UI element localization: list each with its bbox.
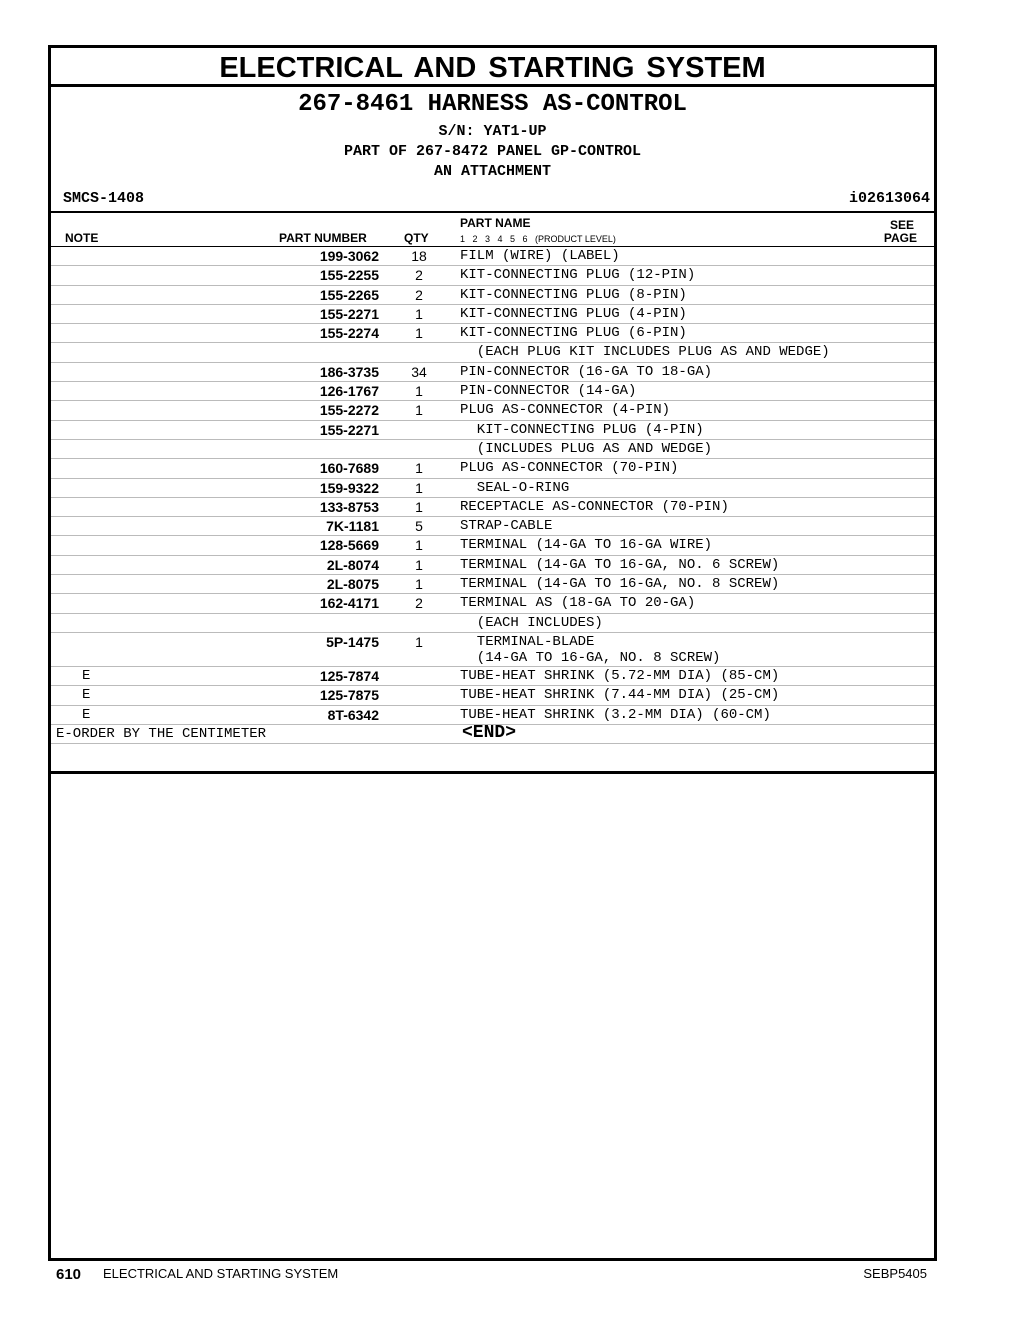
col-header-note: NOTE — [65, 231, 99, 245]
table-row — [51, 247, 934, 266]
row-part-name: (INCLUDES PLUG AS AND WEDGE) — [460, 440, 713, 457]
row-part-name: RECEPTACLE AS-CONNECTOR (70-PIN) — [460, 498, 729, 515]
row-part-number: 2L-8075 — [326, 576, 379, 593]
page-number: 610 — [56, 1266, 82, 1283]
row-note: E — [82, 706, 91, 723]
content-end-divider — [51, 771, 934, 774]
footer-section-title: ELECTRICAL AND STARTING SYSTEM — [103, 1266, 339, 1281]
row-part-name: FILM (WIRE) (LABEL) — [460, 248, 620, 264]
table-row — [51, 363, 934, 382]
row-part-name: TERMINAL (14-GA TO 16-GA, NO. 6 SCREW) — [460, 556, 780, 573]
row-qty: 5 — [415, 518, 423, 535]
row-part-name: PIN-CONNECTOR (14-GA) — [460, 383, 637, 400]
table-row — [51, 343, 934, 362]
col-header-part-name: PART NAME — [460, 216, 531, 230]
row-part-name: PLUG AS-CONNECTOR (70-PIN) — [460, 460, 679, 477]
row-part-number: 155-2271 — [319, 421, 379, 438]
parts-list — [51, 247, 934, 744]
row-part-number: 126-1767 — [319, 383, 379, 400]
row-part-name: (EACH PLUG KIT INCLUDES PLUG AS AND WEDGE) — [460, 344, 830, 361]
row-part-name: TERMINAL AS (18-GA TO 20-GA) — [460, 595, 696, 612]
row-qty: 1 — [415, 479, 423, 496]
row-part-number: 7K-1181 — [326, 518, 379, 535]
row-qty: 1 — [415, 325, 423, 342]
illustration-id: i02613064 — [848, 190, 930, 207]
col-header-page: PAGE — [883, 231, 917, 245]
table-row — [51, 517, 934, 536]
table-row — [51, 498, 934, 517]
table-row — [51, 479, 934, 498]
table-row — [51, 459, 934, 478]
table-row — [51, 594, 934, 613]
row-qty: 34 — [411, 363, 427, 380]
table-row — [51, 382, 934, 401]
attachment-line: AN ATTACHMENT — [433, 163, 552, 180]
row-part-number: 155-2271 — [319, 305, 379, 322]
table-row — [51, 706, 934, 725]
row-part-number: 128-5669 — [319, 537, 379, 554]
smcs-code: SMCS-1408 — [63, 190, 145, 207]
table-row — [51, 686, 934, 705]
row-qty: 1 — [415, 305, 423, 322]
table-row — [51, 401, 934, 420]
row-part-number: 155-2255 — [319, 267, 379, 284]
row-part-number: 125-7875 — [319, 687, 379, 704]
row-part-number: 159-9322 — [319, 479, 379, 496]
end-marker: <END> — [462, 723, 517, 743]
col-header-part-number: PART NUMBER — [279, 231, 367, 245]
row-part-name: PIN-CONNECTOR (16-GA TO 18-GA) — [460, 363, 713, 380]
row-part-number: 160-7689 — [319, 460, 379, 477]
row-qty: 2 — [415, 286, 423, 303]
row-qty: 1 — [415, 556, 423, 573]
row-note: E — [82, 687, 91, 704]
row-part-name: TUBE-HEAT SHRINK (5.72-MM DIA) (85-CM) — [460, 667, 780, 684]
table-row — [51, 440, 934, 459]
row-part-number: 155-2274 — [319, 325, 379, 342]
row-part-number: 155-2265 — [319, 286, 379, 303]
row-qty: 1 — [415, 460, 423, 477]
col-header-product-levels: 1 2 3 4 5 6 (PRODUCT LEVEL) — [460, 234, 616, 244]
table-row — [51, 305, 934, 324]
row-part-name: KIT-CONNECTING PLUG (12-PIN) — [460, 267, 696, 284]
col-header-see: SEE — [889, 218, 914, 232]
row-part-name: KIT-CONNECTING PLUG (6-PIN) — [460, 325, 687, 342]
row-part-number: 133-8753 — [319, 498, 379, 515]
row-qty: 1 — [415, 576, 423, 593]
row-part-number: 8T-6342 — [327, 706, 379, 723]
table-row — [51, 614, 934, 633]
row-part-number: 162-4171 — [319, 595, 379, 612]
table-row — [51, 536, 934, 555]
table-row — [51, 575, 934, 594]
row-part-number: 5P-1475 — [326, 633, 379, 650]
row-part-number: 199-3062 — [319, 248, 379, 264]
row-qty: 1 — [415, 537, 423, 554]
row-qty: 2 — [415, 267, 423, 284]
row-part-name: PLUG AS-CONNECTOR (4-PIN) — [460, 402, 671, 419]
row-part-number: 125-7874 — [319, 667, 379, 684]
part-title: 267-8461 HARNESS AS-CONTROL — [298, 91, 687, 118]
row-qty: 1 — [415, 633, 423, 650]
row-part-name: TERMINAL (14-GA TO 16-GA, NO. 8 SCREW) — [460, 576, 780, 593]
table-row — [51, 421, 934, 440]
row-qty: 1 — [415, 402, 423, 419]
row-note: E — [82, 667, 91, 684]
header-divider — [51, 211, 934, 213]
row-qty: 18 — [411, 248, 427, 264]
row-part-number: 2L-8074 — [326, 556, 379, 573]
table-row — [51, 266, 934, 285]
row-part-number: 186-3735 — [319, 363, 379, 380]
part-of-line: PART OF 267-8472 PANEL GP-CONTROL — [343, 143, 642, 160]
row-part-name: KIT-CONNECTING PLUG (4-PIN) — [460, 305, 687, 322]
row-qty: 2 — [415, 595, 423, 612]
row-qty: 1 — [415, 498, 423, 515]
serial-number: S/N: YAT1-UP — [438, 123, 547, 140]
row-part-name: KIT-CONNECTING PLUG (8-PIN) — [460, 286, 687, 303]
row-part-name: TUBE-HEAT SHRINK (7.44-MM DIA) (25-CM) — [460, 687, 780, 704]
row-part-name: TERMINAL-BLADE (14-GA TO 16-GA, NO. 8 SCREW) — [476, 633, 721, 666]
footnote: E-ORDER BY THE CENTIMETER — [56, 725, 267, 742]
section-title: ELECTRICAL AND STARTING SYSTEM — [51, 48, 934, 87]
table-row — [51, 324, 934, 343]
row-part-number: 155-2272 — [319, 402, 379, 419]
row-part-name: TUBE-HEAT SHRINK (3.2-MM DIA) (60-CM) — [460, 706, 771, 723]
row-part-name: TERMINAL (14-GA TO 16-GA WIRE) — [460, 537, 713, 554]
parts-page-frame — [48, 45, 937, 1261]
row-part-name: KIT-CONNECTING PLUG (4-PIN) — [460, 421, 704, 438]
table-row — [51, 667, 934, 686]
row-part-name: (EACH INCLUDES) — [460, 614, 603, 631]
table-row — [51, 633, 934, 667]
table-row — [51, 286, 934, 305]
col-header-qty: QTY — [404, 231, 429, 245]
table-row — [51, 556, 934, 575]
publication-number: SEBP5405 — [863, 1266, 927, 1281]
row-part-name: SEAL-O-RING — [460, 479, 570, 496]
row-part-name: STRAP-CABLE — [460, 518, 553, 535]
row-qty: 1 — [415, 383, 423, 400]
